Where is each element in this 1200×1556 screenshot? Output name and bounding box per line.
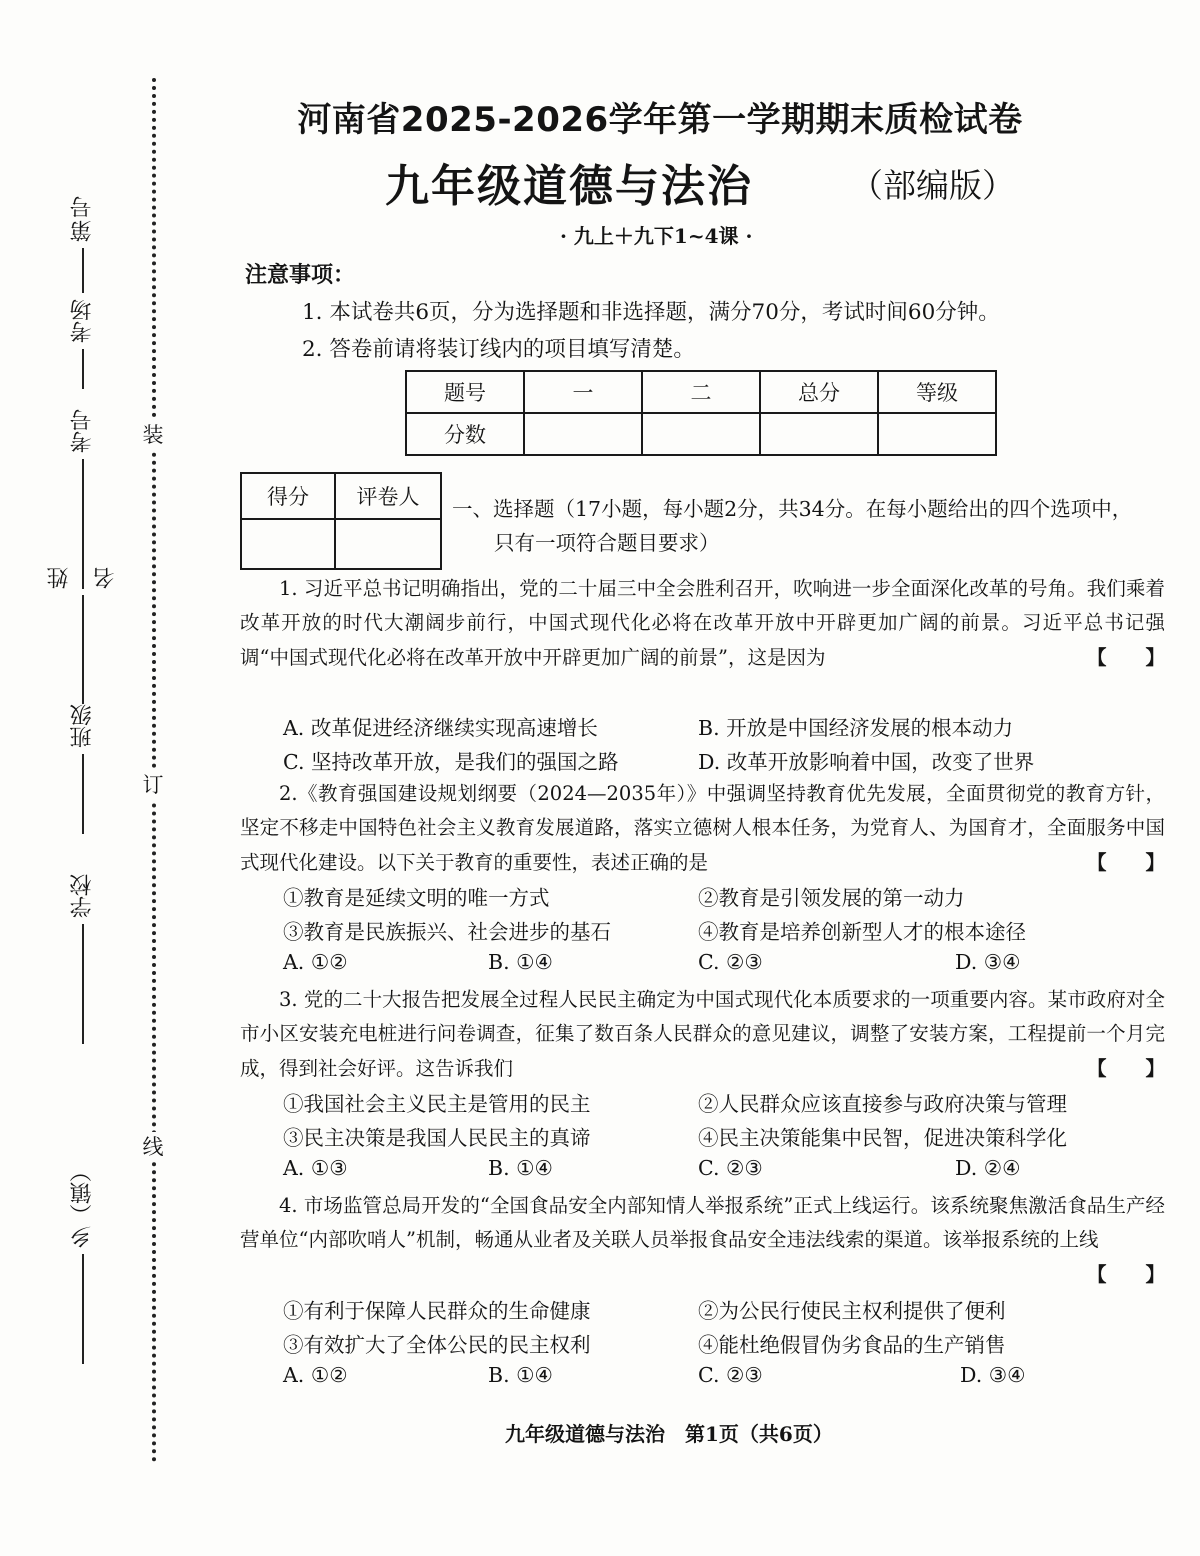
question-3-option-a[interactable]: A. ①③: [283, 1156, 348, 1180]
question-2-statement-2: ②教育是引领发展的第一动力: [698, 886, 965, 910]
section-heading: [452, 492, 1172, 560]
edition-label: （部编版）: [850, 166, 1015, 205]
question-4-statement-2: ②为公民行使民主权利提供了便利: [698, 1299, 1006, 1323]
score-header-cell: 总分: [760, 371, 878, 413]
grader-marker-cell[interactable]: [335, 519, 441, 569]
exam-room-label: 考场: [70, 299, 95, 343]
question-2-statement-1: ①教育是延续文明的唯一方式: [283, 886, 550, 910]
notice-item-1: 1. 本试卷共6页，分为选择题和非选择题，满分70分，考试时间60分钟。: [302, 300, 1000, 325]
question-1-option-d[interactable]: D. 改革开放影响着中国，改变了世界: [698, 750, 1035, 774]
field-hao: [60, 178, 106, 218]
exam-number-blank[interactable]: [82, 459, 84, 589]
name-label: 姓名: [47, 566, 118, 589]
question-4-option-b[interactable]: B. ①④: [488, 1363, 553, 1387]
question-3-option-b[interactable]: B. ①④: [488, 1156, 553, 1180]
score-table-score-row: [406, 413, 996, 455]
question-1: [240, 572, 1165, 675]
grader-score-cell[interactable]: [241, 519, 335, 569]
question-4-option-c[interactable]: C. ②③: [698, 1363, 763, 1387]
question-3-answer-bracket[interactable]: 【 】: [1086, 1056, 1165, 1080]
grader-table: [240, 472, 442, 570]
exam-room-di-label: 第: [70, 220, 95, 242]
question-4-statement-4: ④能杜绝假冒伪劣食品的生产销售: [698, 1333, 1006, 1357]
page-footer: 九年级道德与法治 第1页（共6页）: [505, 1422, 833, 1446]
question-2-option-c[interactable]: C. ②③: [698, 950, 763, 974]
binding-word-zhuang: 装: [138, 420, 168, 450]
name-blank[interactable]: [82, 595, 84, 704]
score-cell[interactable]: [642, 413, 760, 455]
question-2-option-b[interactable]: B. ①④: [488, 950, 553, 974]
question-1-stem: 1. 习近平总书记明确指出，党的二十届三中全会胜利召开，吹响进一步全面深化改革的号角。我们乘着改革开放的时代大潮阔步前行，中国式现代化必将在改革开放中开辟更加广阔的前景。习近平总书记强调“中国式现代化必将在改革开放中开辟更加广阔的前景”，这是因为: [240, 577, 1165, 669]
exam-number-label: 考号: [70, 409, 95, 453]
score-table: [405, 370, 997, 456]
question-2-answer-bracket[interactable]: 【 】: [1086, 850, 1165, 874]
question-4-statement-1: ①有利于保障人民群众的生命健康: [283, 1299, 591, 1323]
section-heading-line2: 只有一项符合题目要求）: [494, 531, 720, 555]
question-4-answer-bracket[interactable]: 【 】: [1086, 1262, 1165, 1286]
scope-label: · 九上＋九下1~4课 ·: [560, 224, 753, 248]
field-exam-number[interactable]: [60, 395, 106, 595]
field-class[interactable]: [60, 700, 106, 840]
question-3-statement-3: ③民主决策是我国人民民主的真谛: [283, 1126, 591, 1150]
school-blank[interactable]: [82, 924, 84, 1044]
question-2-statement-4: ④教育是培养创新型人才的根本途径: [698, 920, 1026, 944]
score-cell[interactable]: [760, 413, 878, 455]
score-row-label: 分数: [406, 413, 524, 455]
score-header-cell: 一: [524, 371, 642, 413]
question-1-option-b[interactable]: B. 开放是中国经济发展的根本动力: [698, 716, 1014, 740]
question-1-option-c[interactable]: C. 坚持改革开放，是我们的强国之路: [283, 750, 619, 774]
question-1-option-a[interactable]: A. 改革促进经济继续实现高速增长: [283, 716, 598, 740]
question-4-stem: 4. 市场监管总局开发的“全国食品安全内部知情人举报系统”正式上线运行。该系统聚焦激活食品生产经营单位“内部吹哨人”机制，畅通从业者及关联人员举报食品安全违法线索的渠道。该举报系统的上线: [240, 1194, 1165, 1252]
exam-room-pre-blank[interactable]: [82, 349, 84, 389]
subject-title: 九年级道德与法治: [385, 161, 753, 212]
question-3: [240, 983, 1165, 1086]
question-2: [240, 777, 1165, 880]
question-1-answer-bracket[interactable]: 【 】: [1086, 645, 1165, 669]
binding-word-xian: 线: [138, 1132, 168, 1162]
score-header-cell: 等级: [878, 371, 996, 413]
score-header-cell: 题号: [406, 371, 524, 413]
question-2-option-a[interactable]: A. ①②: [283, 950, 348, 974]
question-2-option-d[interactable]: D. ③④: [955, 950, 1021, 974]
field-school[interactable]: [60, 840, 106, 1050]
question-4-option-a[interactable]: A. ①②: [283, 1363, 348, 1387]
question-3-statement-4: ④民主决策能集中民智，促进决策科学化: [698, 1126, 1067, 1150]
question-3-option-d[interactable]: D. ②④: [955, 1156, 1021, 1180]
hao-label: 号: [70, 196, 95, 218]
question-4-option-d[interactable]: D. ③④: [960, 1363, 1026, 1387]
question-3-statement-1: ①我国社会主义民主是管用的民主: [283, 1092, 591, 1116]
township-blank[interactable]: [82, 1254, 84, 1364]
question-4: [240, 1189, 1165, 1292]
question-3-statement-2: ②人民群众应该直接参与政府决策与管理: [698, 1092, 1067, 1116]
class-label: 班级: [70, 704, 95, 748]
score-cell[interactable]: [878, 413, 996, 455]
question-4-statement-3: ③有效扩大了全体公民的民主权利: [283, 1333, 591, 1357]
class-blank[interactable]: [82, 754, 84, 834]
school-label: 学校: [70, 874, 95, 918]
exam-title: 河南省2025-2026学年第一学期期末质检试卷: [297, 100, 1023, 140]
township-label: 乡（镇）: [70, 1160, 95, 1248]
question-3-stem: 3. 党的二十大报告把发展全过程人民民主确定为中国式现代化本质要求的一项重要内容。某市政府对全市小区安装充电桩进行问卷调查，征集了数百条人民群众的意见建议，调整了安装方案，工程提前一个月完成，得到社会好评。这告诉我们: [240, 988, 1165, 1080]
grader-header-marker: 评卷人: [335, 473, 441, 519]
binding-word-ding: 订: [138, 770, 168, 800]
notice-item-2: 2. 答卷前请将装订线内的项目填写清楚。: [302, 337, 695, 362]
section-heading-line1: 一、选择题（17小题，每小题2分，共34分。在每小题给出的四个选项中，: [452, 497, 1133, 521]
question-2-statement-3: ③教育是民族振兴、社会进步的基石: [283, 920, 611, 944]
score-cell[interactable]: [524, 413, 642, 455]
score-header-cell: 二: [642, 371, 760, 413]
question-3-option-c[interactable]: C. ②③: [698, 1156, 763, 1180]
field-township[interactable]: [60, 1140, 106, 1370]
grader-header-score: 得分: [241, 473, 335, 519]
question-2-stem: 2.《教育强国建设规划纲要（2024—2035年）》中强调坚持教育优先发展，全面贯彻党的教育方针，坚定不移走中国特色社会主义教育发展道路，落实立德树人根本任务，为党育人、为国育才，全面服务中国式现代化建设。以下关于教育的重要性，表述正确的是: [240, 782, 1165, 874]
notice-title: 注意事项：: [245, 262, 356, 288]
score-table-header-row: [406, 371, 996, 413]
exam-room-blank[interactable]: [82, 248, 84, 293]
